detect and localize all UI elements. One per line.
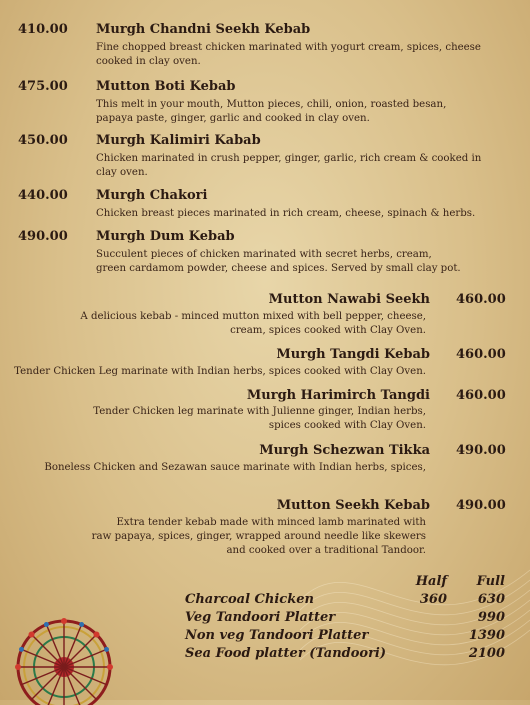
item-price: 460.00 xyxy=(456,347,506,362)
item-desc-line: Extra tender kebab made with minced lamb marinated with xyxy=(117,515,427,530)
platter-header-row xyxy=(185,574,505,594)
platter-row xyxy=(185,646,505,666)
item-desc-line: clay oven. xyxy=(96,165,148,180)
item-name: Murgh Chandni Seekh Kebab xyxy=(96,22,310,37)
platter-full-price: 1390 xyxy=(465,628,505,643)
item-name: Murgh Tangdi Kebab xyxy=(276,347,430,362)
item-desc-line: raw papaya, spices, ginger, wrapped around needle like skewers xyxy=(92,529,426,544)
item-price: 490.00 xyxy=(456,443,506,458)
item-price: 460.00 xyxy=(456,292,506,307)
platter-row xyxy=(185,592,505,612)
item-desc-line: and cooked over a traditional Tandoor. xyxy=(226,543,426,558)
item-price: 450.00 xyxy=(18,133,68,148)
item-name: Mutton Nawabi Seekh xyxy=(269,292,430,307)
item-name: Mutton Seekh Kebab xyxy=(277,498,430,513)
platter-full-price: 2100 xyxy=(465,646,505,661)
half-header: Half xyxy=(407,574,447,589)
platter-name: Sea Food platter (Tandoori) xyxy=(185,646,386,661)
platter-name: Charcoal Chicken xyxy=(185,592,314,607)
item-desc-line: spices cooked with Clay Oven. xyxy=(269,418,426,433)
item-name: Murgh Dum Kebab xyxy=(96,229,235,244)
item-price: 490.00 xyxy=(18,229,68,244)
item-desc-line: Tender Chicken Leg marinate with Indian herbs, spices cooked with Clay Oven. xyxy=(14,364,426,379)
platter-name: Veg Tandoori Platter xyxy=(185,610,335,625)
item-desc-line: cooked in clay oven. xyxy=(96,54,201,69)
item-price: 440.00 xyxy=(18,188,68,203)
item-name: Murgh Kalimiri Kabab xyxy=(96,133,261,148)
platter-row xyxy=(185,610,505,630)
platter-row xyxy=(185,628,505,648)
platter-full-price: 990 xyxy=(465,610,505,625)
item-desc-line: Boneless Chicken and Sezawan sauce marinate with Indian herbs, spices, xyxy=(44,460,426,475)
item-name: Mutton Boti Kebab xyxy=(96,79,236,94)
item-desc-line: green cardamom powder, cheese and spices. Served by small clay pot. xyxy=(96,261,461,276)
platter-name: Non veg Tandoori Platter xyxy=(185,628,368,643)
item-desc-line: Chicken marinated in crush pepper, ginger, garlic, rich cream & cooked in xyxy=(96,151,481,166)
item-price: 490.00 xyxy=(456,498,506,513)
item-name: Murgh Schezwan Tikka xyxy=(259,443,430,458)
item-price: 475.00 xyxy=(18,79,68,94)
platter-full-price: 630 xyxy=(465,592,505,607)
item-desc-line: Chicken breast pieces marinated in rich cream, cheese, spinach & herbs. xyxy=(96,206,475,221)
item-name: Murgh Chakori xyxy=(96,188,207,203)
item-desc-line: This melt in your mouth, Mutton pieces, chili, onion, roasted besan, xyxy=(96,97,446,112)
item-name: Murgh Harimirch Tangdi xyxy=(247,388,430,403)
item-desc-line: Fine chopped breast chicken marinated with yogurt cream, spices, cheese xyxy=(96,40,481,55)
item-desc-line: papaya paste, ginger, garlic and cooked in clay oven. xyxy=(96,111,370,126)
item-desc-line: A delicious kebab - minced mutton mixed with bell pepper, cheese, xyxy=(80,309,426,324)
wheel-ornament-icon xyxy=(4,595,124,705)
full-header: Full xyxy=(465,574,505,589)
item-desc-line: cream, spices cooked with Clay Oven. xyxy=(230,323,426,338)
platter-half-price: 360 xyxy=(407,592,447,607)
item-desc-line: Succulent pieces of chicken marinated with secret herbs, cream, xyxy=(96,247,432,262)
item-desc-line: Tender Chicken leg marinate with Julienne ginger, Indian herbs, xyxy=(93,404,426,419)
item-price: 410.00 xyxy=(18,22,68,37)
item-price: 460.00 xyxy=(456,388,506,403)
